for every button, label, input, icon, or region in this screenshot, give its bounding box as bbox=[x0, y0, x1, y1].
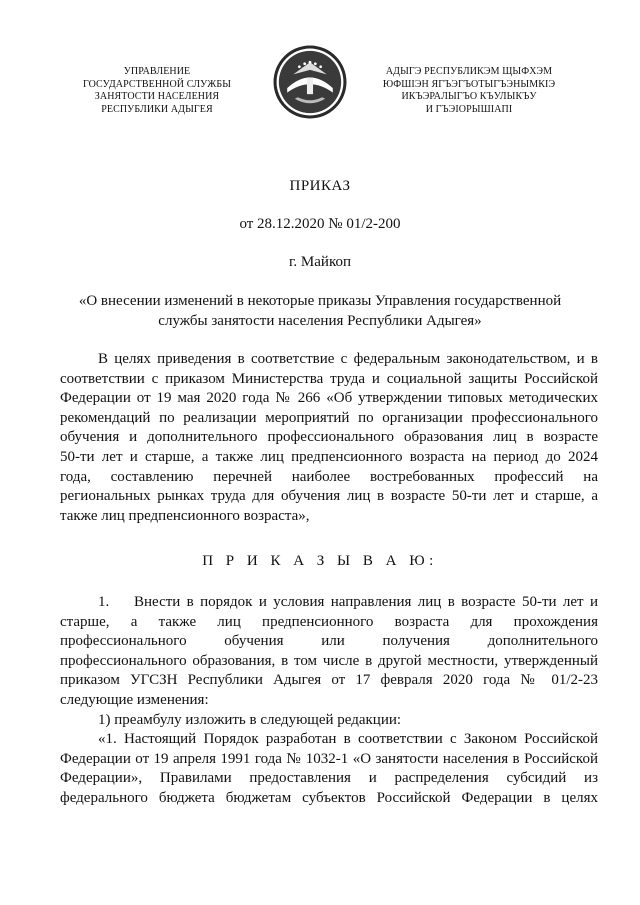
header-right-line: АДЫГЭ РЕСПУБЛИКЭМ ЩЫФХЭМ bbox=[385, 66, 553, 77]
item-1-line: старше, а также лиц предпенсионного возраста для прохождения bbox=[60, 613, 598, 630]
preamble-line: региональных рынках труда для обучения лиц в возрасте 50-ти лет и старше, а bbox=[60, 488, 598, 505]
order-subject-line: службы занятости населения Республики Адыгея» bbox=[158, 313, 482, 329]
preamble-line: В целях приведения в соответствие с федеральным законодательством, и в bbox=[98, 351, 598, 367]
order-subject-line: «О внесении изменений в некоторые приказы Управления государственной bbox=[78, 293, 562, 309]
item-1-line: следующие изменения: bbox=[60, 691, 209, 708]
preamble-line: также лиц предпенсионного возраста», bbox=[60, 507, 310, 524]
header-left-line: ГОСУДАРСТВЕННОЙ СЛУЖБЫ bbox=[82, 78, 232, 90]
order-title: ПРИКАЗ bbox=[289, 178, 351, 194]
item-1-line: профессионального образования, в том числе в другой местности, утвержденный bbox=[60, 652, 598, 669]
header-left-organization bbox=[62, 66, 252, 116]
item-1-first-line bbox=[60, 593, 598, 613]
preamble-line: года, составлению перечней наиболее востребованных профессий на bbox=[60, 468, 598, 485]
header-left-line: УПРАВЛЕНИЕ bbox=[123, 66, 191, 77]
order-city: г. Майкоп bbox=[288, 254, 352, 270]
header-right-line: ЮФШІЭН ЯГЪЭГЪОТЫГЪЭНЫМКІЭ bbox=[382, 78, 556, 90]
item-1-number: 1. bbox=[98, 594, 110, 610]
preamble-paragraph bbox=[60, 350, 598, 526]
quote-line: Федерации», Правилами предоставления и распределения субсидий из bbox=[60, 770, 598, 787]
header-left-line: ЗАНЯТОСТИ НАСЕЛЕНИЯ bbox=[94, 91, 220, 103]
item-1-line: профессионального обучения или получения дополнительного bbox=[60, 633, 598, 650]
item-1-line: приказом УГСЗН Республики Адыгея от 17 февраля 2020 года № 01/2-23 bbox=[60, 672, 598, 689]
preamble-line: обучения и дополнительного профессионального образования лиц в возрасте bbox=[60, 429, 598, 446]
quote-line: Федерации от 19 апреля 1991 года № 1032-1 «О занятости населения в Российской bbox=[60, 750, 598, 767]
header-left-line: РЕСПУБЛИКИ АДЫГЕЯ bbox=[101, 103, 213, 115]
coat-of-arms-emblem bbox=[272, 44, 348, 120]
subitem-1: 1) преамбулу изложить в следующей редакции: bbox=[98, 711, 402, 728]
quote-line: «1. Настоящий Порядок разработан в соответствии с Законом Российской bbox=[98, 731, 598, 748]
decree-heading: П Р И К А З Ы В А Ю: bbox=[202, 553, 438, 569]
preamble-line: соответствии с приказом Министерства труда и социальной защиты Российской bbox=[60, 370, 598, 387]
order-subject bbox=[60, 291, 580, 331]
header-right-organization bbox=[372, 66, 566, 116]
preamble-line: рекомендаций по реализации мероприятий по организации профессионального bbox=[60, 409, 598, 426]
quote-line: федерального бюджета бюджетам субъектов Российской Федерации в целях bbox=[60, 789, 598, 806]
header-right-line: И ГЪЭІОРЫШІАПІ bbox=[425, 103, 513, 115]
preamble-line: 50-ти лет и старше, а также лиц предпенсионного возраста на период до 2024 bbox=[60, 448, 598, 465]
order-date: от 28.12.2020 № 01/2-200 bbox=[239, 216, 401, 232]
order-items bbox=[60, 593, 598, 809]
preamble-line: Федерации от 19 мая 2020 года № 266 «Об утверждении типовых методических bbox=[60, 390, 598, 407]
header-right-line: ИКЪЭРАЛЫГЪО КЪУЛЫКЪУ bbox=[401, 91, 537, 103]
item-1-line: Внести в порядок и условия направления лиц в возрасте 50-ти лет и bbox=[134, 594, 598, 610]
